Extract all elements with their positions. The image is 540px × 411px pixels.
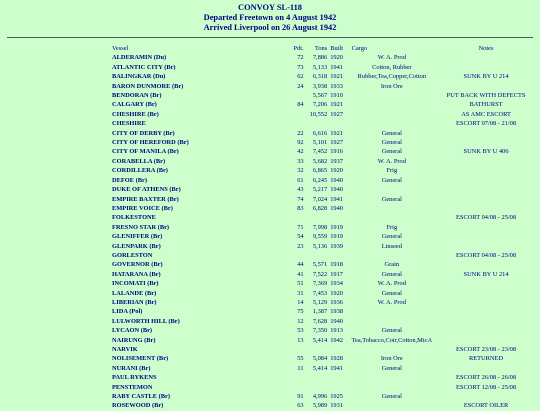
cell-notes (432, 307, 540, 316)
cell-notes: ESCORT OILER (463, 402, 509, 410)
cell-pdt: 84 (297, 101, 304, 109)
cell-tons (305, 251, 330, 260)
cell-pdt: 13 (297, 336, 304, 344)
table-row (0, 232, 540, 241)
cell-cargo (352, 110, 433, 119)
cell-cargo: General (381, 129, 402, 137)
cell-notes (432, 326, 540, 335)
cell-built: 1920 (330, 289, 343, 297)
cell-vessel: LIDA (Pol) (112, 308, 143, 316)
cell-vessel: HATARANA (Br) (112, 270, 161, 278)
cell-cargo: General (381, 327, 402, 335)
cell-pdt: 14 (297, 298, 304, 306)
cell-cargo: Frig (386, 223, 398, 231)
cell-built: 1941 (330, 364, 343, 372)
cell-cargo: General (381, 139, 402, 147)
table-row (0, 242, 540, 251)
table-row (0, 176, 540, 185)
table-row (0, 157, 540, 166)
cell-notes (432, 336, 540, 345)
cell-cargo (352, 383, 433, 392)
cell-built: 1940 (330, 317, 343, 325)
cell-pdt: 31 (297, 289, 304, 297)
cell-tons (305, 373, 330, 382)
cell-vessel: CHESHIRE (112, 120, 146, 128)
cell-cargo: W. A. Prod (377, 157, 406, 165)
cell-pdt: 62 (297, 73, 304, 81)
cell-cargo: General (381, 195, 402, 203)
table-body (0, 53, 540, 410)
cell-cargo: W. A. Prod (377, 298, 406, 306)
cell-pdt: 91 (297, 393, 304, 401)
cell-built: 1919 (330, 233, 343, 241)
cell-tons: 5,084 (312, 355, 328, 363)
cell-built: 1938 (330, 308, 343, 316)
convoy-title: CONVOY SL-118 (238, 3, 302, 12)
cell-vessel: NURANI (Br) (112, 364, 151, 372)
cell-vessel: LYCAON (Br) (112, 327, 153, 335)
cell-cargo (352, 373, 433, 382)
cell-built: 1933 (330, 82, 343, 90)
cell-notes (432, 176, 540, 185)
cell-vessel: BARON DUNMORE (Br) (112, 82, 184, 90)
cell-tons: 7,886 (312, 54, 328, 62)
cell-built (329, 383, 351, 392)
cell-notes (432, 242, 540, 251)
cell-pdt: 22 (297, 129, 304, 137)
cell-built: 1920 (330, 167, 343, 175)
table-row (0, 185, 540, 194)
cell-cargo: Frig (386, 167, 398, 175)
cell-notes (432, 298, 540, 307)
cell-built: 1928 (330, 355, 343, 363)
table-row (0, 373, 540, 382)
cell-tons: 6,318 (312, 73, 328, 81)
table-row (0, 223, 540, 232)
cell-vessel: CHESHIRE (Br) (112, 110, 159, 118)
departed-line: Departed Freetown on 4 August 1942 (203, 13, 337, 22)
cell-tons: 10,552 (309, 110, 328, 118)
cell-tons (305, 213, 330, 222)
cell-cargo (352, 213, 433, 222)
table-row (0, 364, 540, 373)
cell-pdt: 54 (297, 233, 304, 241)
cell-tons (305, 345, 330, 354)
cell-vessel: CORDILLERA (Br) (112, 167, 168, 175)
cell-pdt: 72 (297, 54, 304, 62)
cell-notes: RETURNED (468, 355, 504, 363)
cell-vessel: LALANDE (Br) (112, 289, 157, 297)
cell-built (329, 345, 351, 354)
cell-pdt: 51 (297, 280, 304, 288)
convoy-header (0, 0, 540, 33)
cell-built (329, 119, 351, 128)
cell-vessel: CORABELLA (Br) (112, 157, 166, 165)
cell-vessel: FRESNO STAR (Br) (112, 223, 170, 231)
table-row (0, 345, 540, 354)
cell-notes (432, 223, 540, 232)
cell-pdt: 61 (297, 176, 304, 184)
cell-tons: 3,938 (312, 82, 328, 90)
cell-cargo (352, 345, 433, 354)
cell-vessel: PAUL RYKENS (112, 374, 157, 382)
cell-built: 1942 (330, 336, 343, 344)
cell-notes (432, 157, 540, 166)
column-header-notes: Notes (478, 45, 494, 52)
cell-vessel: BALINGKAR (Du) (112, 73, 166, 81)
column-header-built: Built (330, 45, 343, 52)
table-row (0, 279, 540, 288)
cell-built: 1940 (330, 186, 343, 194)
cell-built: 1940 (330, 176, 343, 184)
cell-pdt (293, 383, 304, 392)
header-divider (7, 37, 533, 38)
cell-pdt: 71 (297, 223, 304, 231)
cell-vessel: BENDORAN (Br) (112, 92, 162, 100)
cell-tons: 5,414 (312, 364, 328, 372)
cell-notes (432, 195, 540, 204)
cell-tons: 5,133 (312, 63, 328, 71)
cell-pdt: 74 (297, 195, 304, 203)
column-header-pdt: Pdt. (293, 45, 304, 52)
cell-tons: 6,828 (312, 204, 328, 212)
cell-cargo: W. A. Prod (377, 280, 406, 288)
cell-tons: 5,567 (312, 92, 328, 100)
cell-vessel: GLENIFFER (Br) (112, 233, 163, 241)
cell-notes (432, 63, 540, 72)
cell-vessel: NOLISEMENT (Br) (112, 355, 169, 363)
cell-cargo: Cotton, Rubber (372, 63, 412, 71)
cell-built: 1940 (330, 204, 343, 212)
cell-cargo: General (381, 270, 402, 278)
cell-notes (432, 289, 540, 298)
cell-vessel: LULWORTH HILL (Br) (112, 317, 180, 325)
cell-built: 1921 (330, 129, 343, 137)
table-row (0, 289, 540, 298)
cell-tons: 7,350 (312, 327, 328, 335)
cell-built: 1920 (330, 54, 343, 62)
cell-cargo: Iron Ore (380, 355, 403, 363)
cell-notes: ESCORT 04/08 - 25/08 (456, 251, 517, 259)
cell-pdt: 55 (297, 355, 304, 363)
table-row (0, 336, 540, 345)
cell-notes: ESCORT 26/08 - 26/08 (456, 374, 517, 382)
table-row (0, 91, 540, 100)
cell-cargo (352, 317, 433, 326)
cell-notes (432, 232, 540, 241)
cell-cargo: Grain (384, 261, 400, 269)
cell-notes (432, 138, 540, 147)
table-row (0, 392, 540, 401)
table-row (0, 119, 540, 128)
cell-cargo (352, 204, 433, 213)
cell-built (329, 251, 351, 260)
cell-tons: 6,865 (312, 167, 328, 175)
table-row (0, 383, 540, 392)
cell-cargo (352, 307, 433, 316)
cell-notes: AS AMC ESCORT (461, 110, 511, 118)
table-row (0, 354, 540, 363)
arrived-line: Arrived Liverpool on 26 August 1942 (203, 23, 337, 32)
cell-pdt (293, 373, 304, 382)
cell-tons: 7,453 (312, 289, 328, 297)
cell-built: 1936 (330, 298, 343, 306)
cell-tons: 7,369 (312, 280, 328, 288)
cell-tons: 5,101 (312, 139, 328, 147)
table-row (0, 195, 540, 204)
cell-vessel: ATLANTIC CITY (Br) (112, 63, 176, 71)
cell-vessel: EMPIRE VOICE (Br) (112, 204, 173, 212)
cell-cargo: General (381, 233, 402, 241)
table-row (0, 82, 540, 91)
table-header-row (0, 44, 540, 53)
cell-built: 1921 (330, 73, 343, 81)
cell-pdt: 63 (297, 402, 304, 410)
cell-vessel: DEFOE (Br) (112, 176, 147, 184)
cell-pdt: 75 (297, 308, 304, 316)
column-header-cargo: Cargo (351, 45, 368, 52)
table-row (0, 270, 540, 279)
cell-vessel: PENSTEMON (112, 383, 153, 391)
cell-pdt: 83 (297, 204, 304, 212)
table-row (0, 72, 540, 81)
cell-cargo (352, 251, 433, 260)
cell-tons: 5,136 (312, 242, 328, 250)
table-row (0, 138, 540, 147)
table-row (0, 307, 540, 316)
cell-notes (432, 204, 540, 213)
table-row (0, 100, 540, 109)
cell-tons (305, 119, 330, 128)
cell-cargo: General (381, 364, 402, 372)
cell-cargo (352, 100, 433, 109)
cell-pdt: 43 (297, 186, 304, 194)
cell-cargo (352, 185, 433, 194)
cell-pdt: 41 (297, 270, 304, 278)
cell-notes (432, 53, 540, 62)
cell-tons: 7,024 (312, 195, 328, 203)
cell-tons (305, 383, 330, 392)
cell-built: 1910 (330, 92, 343, 100)
cell-built: 1916 (330, 148, 343, 156)
cell-pdt: 53 (297, 327, 304, 335)
table-row (0, 401, 540, 410)
cell-pdt: 42 (297, 148, 304, 156)
cell-tons: 5,414 (312, 336, 328, 344)
cell-tons: 9,559 (312, 233, 328, 241)
cell-notes: ESCORT 23/08 - 23/08 (456, 346, 517, 353)
cell-cargo: General (381, 289, 402, 297)
cell-vessel: GORLESTON (112, 251, 153, 259)
cell-built: 1925 (330, 393, 343, 401)
table-row (0, 326, 540, 335)
cell-vessel: GOVERNOR (Br) (112, 261, 163, 269)
table-row (0, 110, 540, 119)
cell-cargo: Linseed (381, 242, 402, 250)
cell-tons: 4,996 (312, 393, 328, 401)
cell-built: 1941 (330, 63, 343, 71)
cell-notes (432, 129, 540, 138)
table-row (0, 317, 540, 326)
cell-vessel: CITY OF HEREFORD (Br) (112, 139, 189, 147)
cell-notes: ESCORT 07/08 - 21/08 (456, 120, 517, 128)
cell-tons: 5,571 (312, 261, 328, 269)
cell-notes (432, 364, 540, 373)
cell-notes: ESCORT 04/08 - 25/08 (456, 214, 517, 222)
cell-built: 1919 (330, 223, 343, 231)
cell-notes: ESCORT 12/08 - 25/08 (456, 383, 517, 391)
cell-tons: 6,245 (312, 176, 328, 184)
cell-built: 1917 (330, 270, 343, 278)
cell-tons: 1,387 (312, 308, 328, 316)
cell-cargo: General (381, 393, 402, 401)
cell-pdt: 32 (297, 167, 304, 175)
cell-tons: 7,452 (312, 148, 328, 156)
convoy-table (0, 44, 540, 411)
cell-pdt (293, 110, 304, 119)
cell-vessel: CITY OF DERBY (Br) (112, 129, 175, 137)
cell-cargo: W. A. Prod (377, 54, 406, 62)
cell-vessel: CITY OF MANILA (Br) (112, 148, 179, 156)
cell-vessel: EMPIRE BAXTER (Br) (112, 195, 179, 203)
cell-cargo (352, 401, 433, 410)
cell-built (329, 213, 351, 222)
table-row (0, 213, 540, 222)
cell-pdt: 44 (297, 261, 304, 269)
cell-pdt: 92 (297, 139, 304, 147)
cell-vessel: ALDERAMIN (Du) (112, 54, 167, 62)
column-header-vessel: Vessel (112, 45, 129, 52)
cell-built: 1913 (330, 327, 343, 335)
cell-built: 1937 (330, 157, 343, 165)
cell-tons: 5,217 (312, 186, 328, 194)
cell-tons: 7,522 (312, 270, 328, 278)
cell-notes: SUNK BY U 406 (463, 148, 509, 156)
cell-cargo: Rubber,Tea,Copper,Cotton (357, 73, 427, 81)
cell-cargo: General (381, 148, 402, 156)
cell-notes: SUNK BY U 214 (463, 270, 509, 278)
cell-vessel: GLENPARK (Br) (112, 242, 161, 250)
cell-tons: 5,989 (312, 402, 328, 410)
cell-built: 1927 (330, 139, 343, 147)
table-row (0, 63, 540, 72)
cell-pdt (293, 251, 304, 260)
cell-vessel: RABY CASTLE (Br) (112, 393, 170, 401)
cell-notes (432, 317, 540, 326)
table-row (0, 204, 540, 213)
cell-tons: 5,682 (312, 157, 328, 165)
cell-vessel: CALGARY (Br) (112, 101, 157, 109)
cell-pdt: 73 (297, 63, 304, 71)
cell-vessel: LIBERIAN (Br) (112, 298, 157, 306)
cell-notes (432, 392, 540, 401)
column-header-tons: Tons (314, 45, 328, 52)
cell-notes: SUNK BY U 214 (463, 73, 509, 81)
cell-pdt (293, 345, 304, 354)
cell-pdt (293, 91, 304, 100)
cell-cargo: Iron Ore (380, 82, 403, 90)
cell-built: 1934 (330, 280, 343, 288)
cell-pdt (293, 213, 304, 222)
cell-notes (432, 185, 540, 194)
cell-built: 1941 (330, 195, 343, 203)
cell-tons: 7,628 (312, 317, 328, 325)
cell-notes (432, 82, 540, 91)
cell-pdt: 24 (297, 82, 304, 90)
cell-tons: 6,616 (312, 129, 328, 137)
cell-cargo (352, 119, 433, 128)
cell-vessel: ROSEWOOD (Br) (112, 402, 164, 410)
cell-pdt: 11 (297, 364, 304, 372)
cell-tons: 7,206 (312, 101, 328, 109)
cell-notes (432, 166, 540, 175)
table-row (0, 298, 540, 307)
table-row (0, 129, 540, 138)
cell-tons: 7,998 (312, 223, 328, 231)
cell-built: 1918 (330, 261, 343, 269)
cell-notes (432, 260, 540, 269)
cell-pdt: 12 (297, 317, 304, 325)
cell-built: 1939 (330, 242, 343, 250)
cell-notes: PUT BACK WITH DEFECTS (446, 92, 526, 100)
cell-built: 1927 (330, 110, 343, 118)
cell-pdt: 23 (297, 242, 304, 250)
table-row (0, 53, 540, 62)
cell-cargo (352, 91, 433, 100)
cell-pdt: 33 (297, 157, 304, 165)
cell-notes (432, 279, 540, 288)
table-row (0, 166, 540, 175)
cell-vessel: FOLKESTONE (112, 214, 156, 222)
cell-cargo: Tea,Tobacco,Coir,Cotton,MicA (351, 336, 433, 344)
cell-vessel: NARVIK (112, 346, 138, 353)
table-row (0, 251, 540, 260)
table-row (0, 260, 540, 269)
cell-built (329, 373, 351, 382)
cell-vessel: DUKE OF ATHENS (Br) (112, 186, 181, 194)
table-row (0, 147, 540, 156)
cell-cargo: General (381, 176, 402, 184)
cell-built: 1931 (330, 402, 343, 410)
cell-vessel: INCOMATI (Br) (112, 280, 159, 288)
cell-built: 1921 (330, 101, 343, 109)
cell-notes: BATHURST (469, 101, 503, 109)
cell-tons: 5,129 (312, 298, 328, 306)
cell-vessel: NAIRUNG (Br) (112, 336, 156, 344)
cell-pdt (293, 119, 304, 128)
